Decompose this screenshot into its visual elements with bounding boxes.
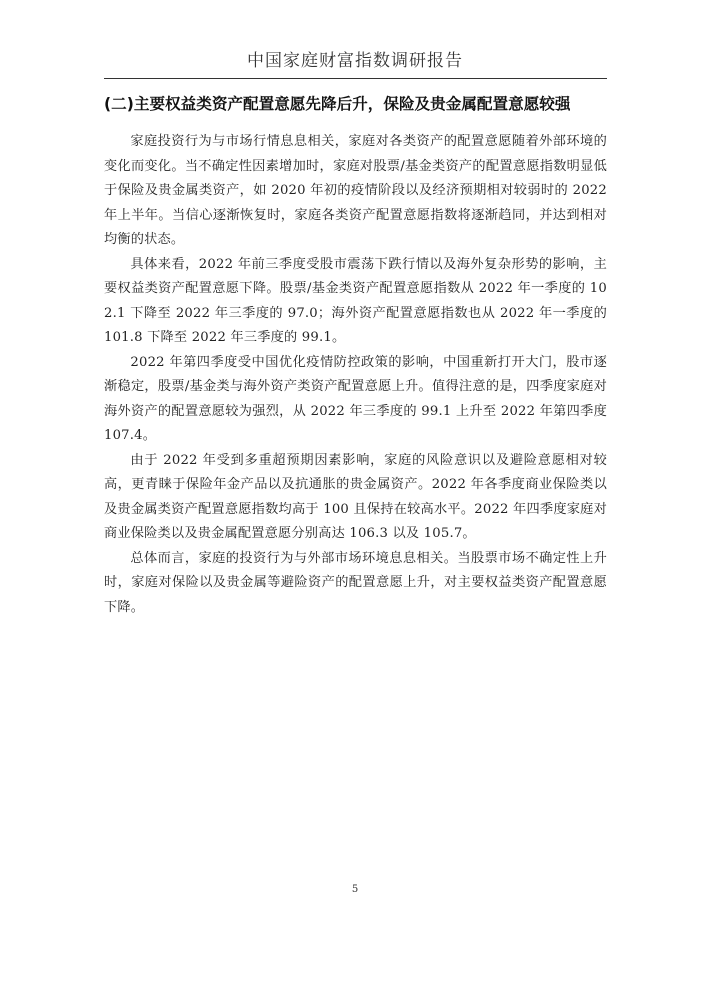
paragraph: 由于 2022 年受到多重超预期因素影响，家庭的风险意识以及避险意愿相对较高，更青睐于保险年金产品以及抗通胀的贵金属资产。2022 年各季度商业保险类以及贵金属类资产配置意愿指数均高于 100 且保持在较高水平。2022 年四季度家庭对商业保险类以及贵金属配置意愿分别高达 106.3 以及 105.7。	[104, 452, 607, 541]
paragraph: 具体来看，2022 年前三季度受股市震荡下跌行情以及海外复杂形势的影响，主要权益类资产配置意愿下降。股票/基金类资产配置意愿指数从 2022 年一季度的 102.1 下降至 2022 年三季度的 97.0；海外资产配置意愿指数也从 2022 年一季度的 101.8 下降至 2022 年三季度的 99.1。	[104, 256, 607, 345]
page-number: 5	[351, 884, 359, 895]
paragraph: 总体而言，家庭的投资行为与外部市场环境息息相关。当股票市场不确定性上升时，家庭对保险以及贵金属等避险资产的配置意愿上升，对主要权益类资产配置意愿下降。	[104, 550, 607, 615]
paragraph: 2022 年第四季度受中国优化疫情防控政策的影响，中国重新打开大门，股市逐渐稳定，股票/基金类与海外资产类资产配置意愿上升。值得注意的是，四季度家庭对海外资产的配置意愿较为强烈，从 2022 年三季度的 99.1 上升至 2022 年第四季度 107.4。	[104, 354, 607, 443]
header-divider	[104, 78, 607, 79]
body-text	[104, 130, 607, 620]
paragraph: 家庭投资行为与市场行情息息相关，家庭对各类资产的配置意愿随着外部环境的变化而变化。当不确定性因素增加时，家庭对股票/基金类资产的配置意愿指数明显低于保险及贵金属类资产，如 2020 年初的疫情阶段以及经济预期相对较弱时的 2022 年上半年。当信心逐渐恢复时，家庭各类资产配置意愿指数将逐渐趋同，并达到相对均衡的状态。	[104, 134, 607, 247]
page-header-title: 中国家庭财富指数调研报告	[247, 51, 463, 71]
section-heading: (二)主要权益类资产配置意愿先降后升，保险及贵金属配置意愿较强	[104, 95, 571, 113]
